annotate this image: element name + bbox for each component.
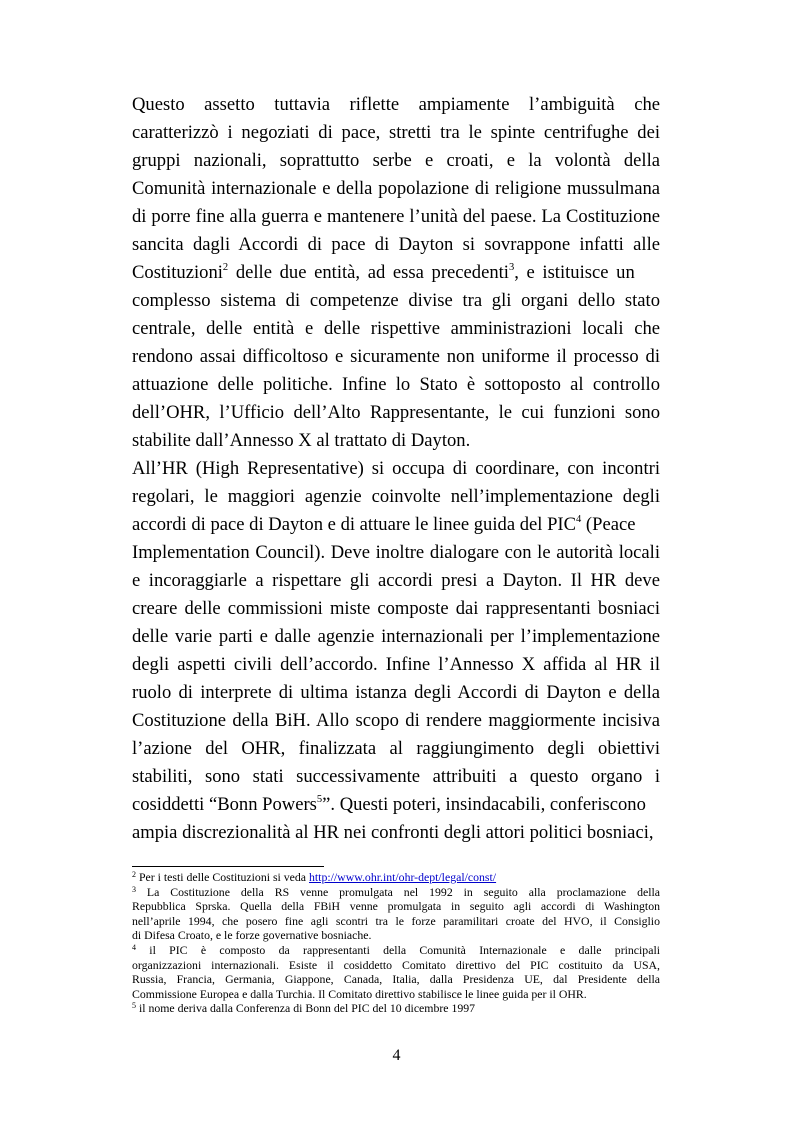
text-line: stabilite dall’Annesso X al trattato di Dayton. — [132, 430, 471, 451]
text-line: stabiliti, sono stati successivamente attribuiti a questo organo i — [132, 766, 660, 787]
text-line: centrale, delle entità e delle rispettive amministrazioni locali che — [132, 318, 660, 339]
text-line: Comunità internazionale e della popolazione di religione mussulmana — [132, 178, 660, 199]
text-line: Costituzione della BiH. Allo scopo di rendere maggiormente incisiva — [132, 710, 660, 731]
text-line: ampia discrezionalità al HR nei confronti degli attori politici bosniaci, — [132, 822, 654, 843]
text-line — [132, 259, 660, 287]
footnote-line: Russia, Francia, Germania, Giappone, Canada, Italia, dalla Presidenza UE, dal Presidente della — [132, 972, 660, 987]
text-segment: ”. Questi poteri, insindacabili, conferiscono — [322, 794, 646, 815]
text-line: Implementation Council). Deve inoltre dialogare con le autorità locali — [132, 542, 660, 563]
footnote-number: 3 — [132, 884, 136, 894]
footnote-separator — [132, 866, 324, 867]
text-line: complesso sistema di competenze divise tra gli organi dello stato — [132, 290, 660, 311]
footnote-text: Per i testi delle Costituzioni si veda — [136, 870, 309, 884]
text-line: Questo assetto tuttavia riflette ampiamente l’ambiguità che — [132, 94, 660, 115]
text-segment: cosiddetti “Bonn Powers — [132, 794, 317, 815]
footnote-5 — [132, 1001, 660, 1016]
footnote-4 — [132, 943, 660, 958]
text-line: sancita dagli Accordi di pace di Dayton si sovrappone infatti alle — [132, 234, 660, 255]
text-line: dell’OHR, l’Ufficio dell’Alto Rappresentante, le cui funzioni sono — [132, 402, 660, 423]
footnote-line: Commissione Europea e dalla Turchia. Il Comitato direttivo stabilisce le linee guida per il OHR. — [132, 986, 587, 1001]
footnote-2 — [132, 870, 660, 885]
text-line: l’azione del OHR, finalizzata al raggiungimento degli obiettivi — [132, 738, 660, 759]
ohr-constitution-link[interactable]: http://www.ohr.int/ohr-dept/legal/const/ — [309, 870, 497, 884]
footnote-number: 2 — [132, 870, 136, 879]
footnotes — [132, 870, 660, 1016]
footnote-line: di Difesa Croato, e le forze governative bosniache. — [132, 928, 372, 943]
text-line — [132, 511, 660, 539]
footnote-line: organizzazioni internazionali. Esiste il cosiddetto Comitato direttivo del PIC costituito da USA, — [132, 957, 660, 972]
text-line: rendono assai difficoltoso e sicuramente non uniforme il processo di — [132, 346, 660, 367]
text-line: ruolo di interprete di ultima istanza degli Accordi di Dayton e della — [132, 682, 660, 703]
footnote-number: 5 — [132, 1001, 136, 1011]
footnote-ref-2[interactable]: 2 — [222, 262, 229, 273]
text-segment: , e istituisce un — [514, 262, 635, 283]
text-line: di porre fine alla guerra e mantenere l’unità del paese. La Costituzione — [132, 206, 660, 227]
text-line: gruppi nazionali, soprattutto serbe e croati, e la volontà della — [132, 150, 660, 171]
text-line: All’HR (High Representative) si occupa di coordinare, con incontri — [132, 458, 660, 479]
footnote-ref-4[interactable]: 4 — [576, 514, 582, 525]
text-segment: Costituzioni — [132, 262, 223, 283]
footnote-line: nell’aprile 1994, che posero fine agli scontri tra le forze paramilitari croate del HVO, il Consiglio — [132, 913, 660, 928]
text-segment: accordi di pace di Dayton e di attuare le linee guida del PIC — [132, 514, 577, 535]
text-segment: (Peace — [581, 514, 636, 535]
footnote-number: 4 — [132, 942, 136, 952]
footnote-text: La Costituzione della RS venne promulgata nel 1992 in seguito alla proclamazione della — [136, 884, 660, 899]
footnote-3 — [132, 885, 660, 900]
text-line: attuazione delle politiche. Infine lo Stato è sottoposto al controllo — [132, 374, 660, 395]
text-segment: delle due entità, ad essa precedenti — [228, 262, 509, 283]
text-line: regolari, le maggiori agenzie coinvolte nell’implementazione degli — [132, 486, 660, 507]
footnote-ref-3[interactable]: 3 — [508, 262, 515, 273]
text-line: caratterizzò i negoziati di pace, stretti tra le spinte centrifughe dei — [132, 122, 660, 143]
footnote-text: il PIC è composto da rappresentanti della Comunità Internazionale e dalle principali — [136, 942, 660, 957]
text-line: creare delle commissioni miste composte dai rappresentanti bosniaci — [132, 598, 660, 619]
footnote-ref-5[interactable]: 5 — [316, 794, 323, 805]
page-number: 4 — [392, 1047, 401, 1064]
text-line: delle varie parti e dalle agenzie internazionali per l’implementazione — [132, 626, 660, 647]
text-line: degli aspetti civili dell’accordo. Infine l’Annesso X affida al HR il — [132, 654, 660, 675]
text-line — [132, 791, 660, 819]
body-text — [132, 91, 660, 847]
footnote-line: Repubblica Sprska. Quella della FBiH venne promulgata in seguito agli accordi di Washington — [132, 899, 660, 914]
text-line: e incoraggiarle a rispettare gli accordi presi a Dayton. Il HR deve — [132, 570, 660, 591]
footnote-text: il nome deriva dalla Conferenza di Bonn del PIC del 10 dicembre 1997 — [136, 1001, 476, 1016]
